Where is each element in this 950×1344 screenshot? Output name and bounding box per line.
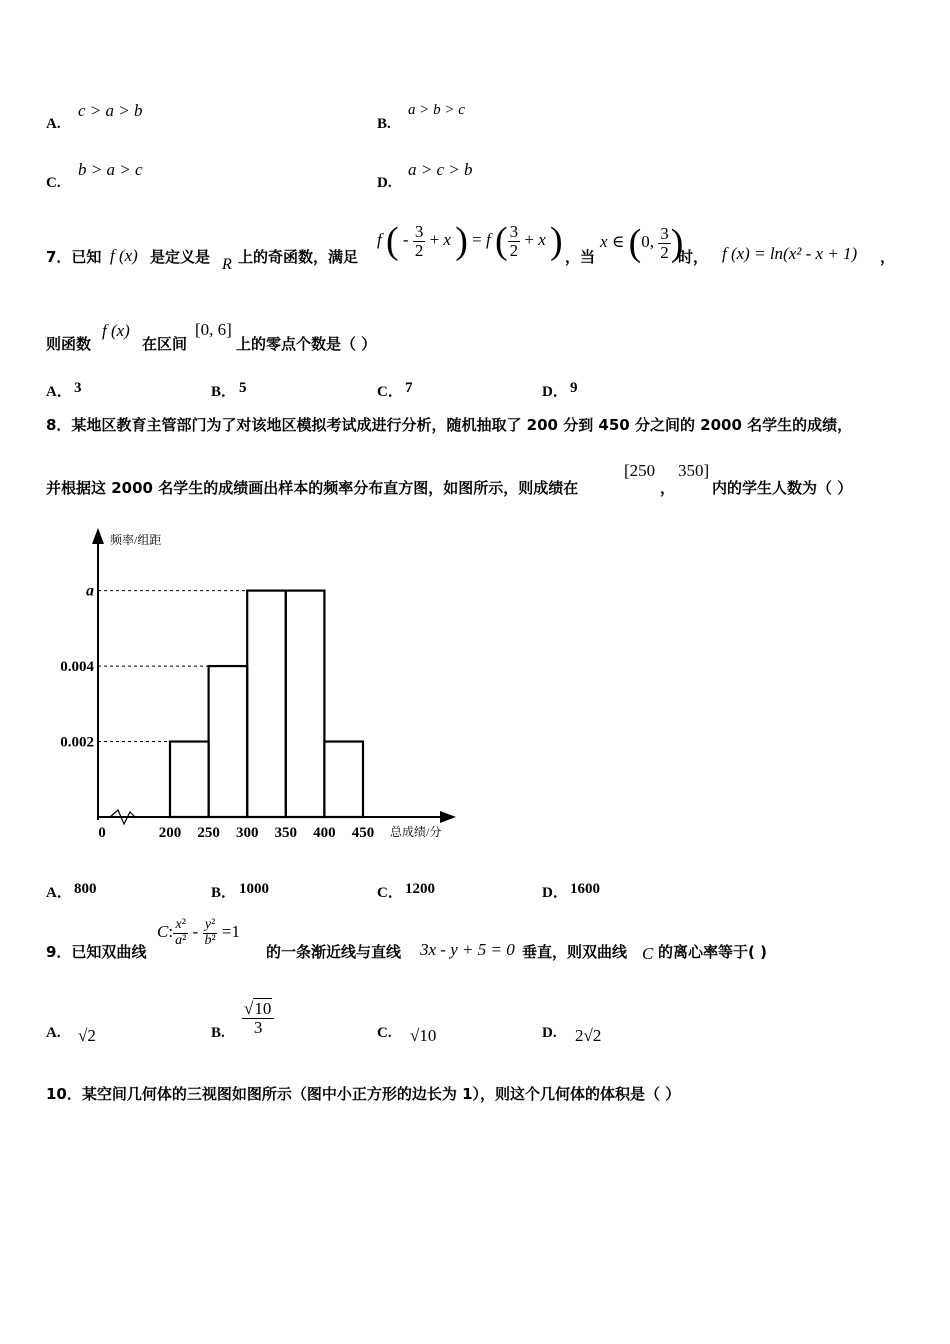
x-tick-label: 200: [158, 825, 182, 841]
q6-option-d-label: D.: [377, 175, 392, 191]
q7-text-3: ，当: [565, 248, 596, 266]
q7-option-d-label: D．: [542, 384, 568, 400]
q8-line-1: 8．某地区教育主管部门为了对该地区模拟考试成进行分析，随机抽取了 200 分到 450 分之间的 2000 名学生的成绩，: [46, 416, 853, 434]
q7-text-1: 是定义是: [150, 248, 211, 266]
q7-option-c-label: C．: [377, 384, 403, 400]
q7-line2-c: 上的零点个数是（ ）: [236, 335, 377, 353]
y-axis-label: 频率/组距: [110, 533, 162, 547]
q6-option-d-expr: a > c > b: [408, 160, 473, 179]
y-tick-label: 0.004: [60, 659, 94, 676]
q7-option-b-label: B．: [211, 384, 237, 400]
y-axis-arrow: [92, 528, 104, 544]
histogram-bar: [247, 591, 286, 817]
q7-option-a: 3: [74, 380, 82, 396]
q7-fx-2: f (x): [102, 321, 130, 340]
q7-text-4: 时，: [678, 248, 709, 266]
q7-line2-b: 在区间: [142, 335, 188, 353]
frequency-histogram: [40, 520, 480, 850]
q8-option-b: 1000: [239, 881, 269, 897]
q9-option-b-label: B.: [211, 1025, 225, 1041]
q9-option-c: √10: [410, 1026, 437, 1045]
q8-interval-start: [250: [624, 461, 656, 480]
q7-line2-a: 则函数: [46, 335, 92, 353]
q8-option-c: 1200: [405, 881, 435, 897]
q7-intro: 7．已知: [46, 248, 102, 266]
q7-interval: [0, 6]: [195, 320, 232, 339]
q8-option-a-label: A．: [46, 885, 72, 901]
q7-fx: f (x): [110, 246, 138, 265]
q9-option-d-label: D.: [542, 1025, 557, 1041]
q9-option-a-label: A.: [46, 1025, 61, 1041]
q8-line-2b: 内的学生人数为（ ）: [712, 479, 853, 497]
q7-option-b: 5: [239, 380, 247, 396]
q8-option-d-label: D．: [542, 885, 568, 901]
histogram-bar: [170, 742, 209, 817]
y-tick-label: a: [86, 582, 94, 600]
q7-end-comma: ，: [880, 248, 896, 266]
q7-option-c: 7: [405, 380, 413, 396]
q9-text-3: 的离心率等于( ): [658, 943, 767, 961]
x-axis-label: 总成绩/分: [390, 825, 442, 839]
q7-symmetry-condition: f ( - $\frac{3}{2}$ + x ) = f ( $\frac{3}{2}$ + x ): [377, 220, 563, 262]
x-tick-label: 400: [313, 825, 336, 841]
x-tick-label: 300: [235, 825, 259, 841]
q7-domain-interval: x ∈ (0, $\frac{3}{2}$ ): [600, 222, 684, 264]
q8-line-2a: 并根据这 2000 名学生的成绩画出样本的频率分布直方图，如图所示，则成绩在: [46, 479, 579, 497]
q9-text-1: 的一条渐近线与直线: [266, 943, 402, 961]
q6-option-a-expr: c > a > b: [78, 101, 143, 120]
q6-option-c-label: C.: [46, 175, 61, 191]
q7-option-d: 9: [570, 380, 578, 396]
histogram-bar: [209, 666, 248, 817]
q7-text-2: 上的奇函数，满足: [238, 248, 359, 266]
x-tick-origin: 0: [98, 825, 106, 841]
q8-option-c-label: C．: [377, 885, 403, 901]
q9-option-a: √2: [78, 1026, 96, 1045]
q6-option-c-expr: b > a > c: [78, 160, 143, 179]
q9-C: C: [642, 944, 654, 963]
q9-option-d: 2√2: [575, 1026, 602, 1045]
q9-hyperbola-equation: C: $\frac{\text{x²}}{\text{a²}}$ - $\frac{\text{y²}}{\text{b²}}$ =1: [157, 917, 240, 948]
histogram-bar: [324, 742, 363, 817]
q7-option-a-label: A．: [46, 384, 72, 400]
q7-R: R: [222, 256, 232, 273]
q9-text-2: 垂直，则双曲线: [522, 943, 628, 961]
x-tick-label: 450: [351, 825, 375, 841]
q8-option-d: 1600: [570, 881, 600, 897]
x-tick-label: 250: [197, 825, 220, 841]
q8-interval-end: 350]: [678, 461, 710, 480]
q8-option-a: 800: [74, 881, 97, 897]
q9-option-c-label: C.: [377, 1025, 392, 1041]
q6-option-a-label: A.: [46, 116, 61, 132]
x-axis-arrow: [440, 811, 456, 823]
q10-text: 10．某空间几何体的三视图如图所示（图中小正方形的边长为 1），则这个几何体的体积是（ ）: [46, 1085, 681, 1103]
q7-definition: f (x) = ln(x² - x + 1): [722, 244, 858, 263]
q8-option-b-label: B．: [211, 885, 237, 901]
y-tick-label: 0.002: [60, 734, 94, 751]
histogram-bar: [286, 591, 325, 817]
q9-line-equation: 3x - y + 5 = 0: [420, 940, 515, 959]
q6-option-b-label: B.: [377, 116, 391, 132]
q6-option-b-expr: a > b > c: [408, 102, 465, 118]
q8-interval-comma: ，: [660, 479, 676, 497]
q9-intro: 9．已知双曲线: [46, 943, 147, 961]
q9-option-b: $\frac{√10}{3}$: [242, 1000, 274, 1037]
x-tick-label: 350: [274, 825, 298, 841]
